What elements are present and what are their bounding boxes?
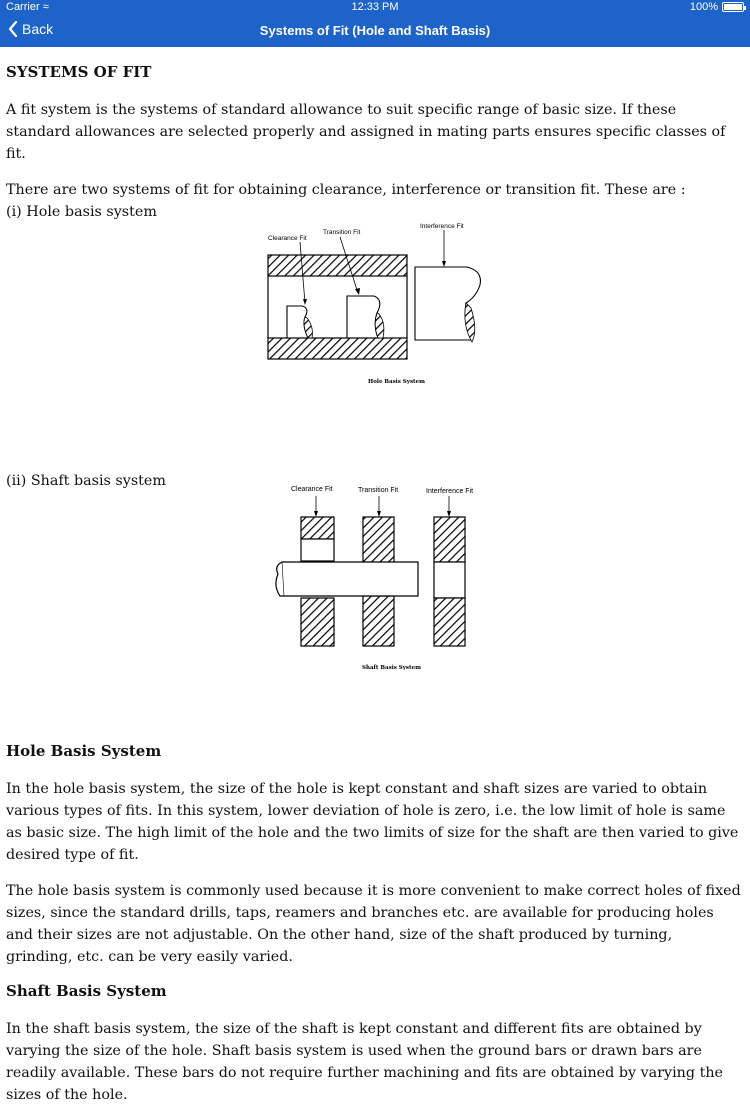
hole-basis-paragraph-1: In the hole basis system, the size of the hole is kept constant and shaft sizes are varied to obtain various types of fits. In this system, lower deviation of hole is zero, i.e. the low limit of hole is same as basic size. The high limit of the hole and the two limits of size for the shaft are then varied to give desired type of fit. — [6, 781, 739, 863]
shaft-basis-diagram — [268, 478, 498, 676]
two-systems-paragraph: There are two systems of fit for obtaining clearance, interference or transition fit. These are : — [6, 182, 686, 198]
clearance-fit-label: Clearance Fit — [268, 235, 307, 242]
intro-paragraph: A fit system is the systems of standard allowance to suit specific range of basic size. If these standard allowances are selected properly and assigned in mating parts ensures specific classes of fit. — [6, 102, 726, 162]
shaft-basis-paragraph-1: In the shaft basis system, the size of the shaft is kept constant and different fits are obtained by varying the size of the hole. Shaft basis system is used when the ground bars or drawn bars are readily available. These bars do not require further machining and fits are obtained by varying the sizes of the hole. — [6, 1021, 723, 1103]
shaft-basis-heading: Shaft Basis System — [6, 982, 167, 1000]
navigation-bar — [0, 16, 750, 47]
battery-icon — [722, 2, 744, 12]
page-title: Systems of Fit (Hole and Shaft Basis) — [259, 23, 491, 38]
status-bar — [0, 0, 750, 16]
wifi-icon: ≈ — [42, 1, 49, 13]
list-item-hole-basis: (i) Hole basis system — [6, 204, 157, 220]
interference-fit-label: Interference Fit — [420, 223, 464, 230]
hole-basis-paragraph-2: The hole basis system is commonly used because it is more convenient to make correct holes of fixed sizes, since the standard drills, taps, reamers and branches etc. are available for producing holes and their sizes are not adjustable. On the other hand, size of the shaft produced by turning, grinding, etc. can be very easily varied. — [6, 883, 741, 965]
battery-status: 100% — [690, 1, 744, 13]
interference-fit-label-2: Interference Fit — [426, 488, 474, 495]
list-item-shaft-basis: (ii) Shaft basis system — [6, 473, 166, 489]
section-heading: SYSTEMS OF FIT — [6, 63, 152, 81]
transition-fit-label: Transition Fit — [323, 229, 361, 236]
clock: 12:33 PM — [351, 1, 399, 13]
hole-basis-heading: Hole Basis System — [6, 742, 162, 760]
carrier-label: Carrier ≈ — [6, 1, 49, 13]
clearance-fit-label-2: Clearance Fit — [291, 486, 333, 493]
back-label: Back — [22, 21, 54, 37]
hole-basis-caption: Hole Basis System — [368, 379, 425, 385]
transition-fit-label-2: Transition Fit — [358, 487, 399, 494]
hole-basis-diagram — [260, 215, 500, 390]
shaft-basis-caption: Shaft Basis System — [362, 665, 421, 671]
